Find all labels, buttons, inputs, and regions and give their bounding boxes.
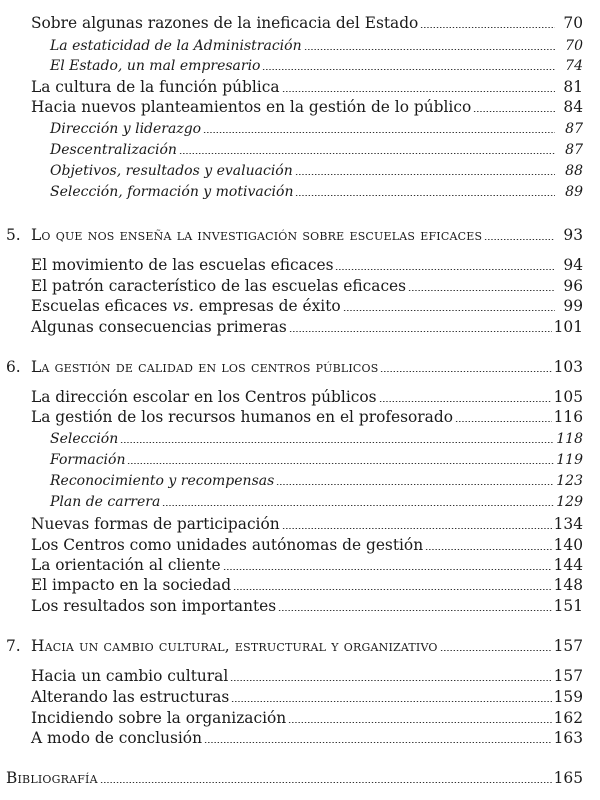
toc-entry-title: Plan de carrera — [50, 494, 161, 510]
chapter-title: La gestión de calidad en los centros públicos — [31, 358, 379, 376]
toc-entry — [31, 408, 583, 426]
toc-subentry — [50, 58, 583, 74]
toc-entry-title: La orientación al cliente — [31, 556, 221, 574]
toc-subentry — [50, 184, 583, 200]
toc-entry-title: Los resultados son importantes — [31, 597, 277, 615]
bibliography-title: Bibliografía — [6, 769, 98, 787]
leader-dots — [231, 701, 551, 702]
leader-dots — [455, 421, 552, 422]
toc-entry-title: Alterando las estructuras — [31, 688, 230, 706]
toc-entry-title: Sobre algunas razones de la ineficacia del Estado — [31, 14, 419, 32]
toc-subentry — [50, 142, 583, 158]
title-part: Escuelas eficaces — [31, 297, 173, 315]
toc-entry-page: 157 — [553, 637, 583, 655]
toc-entry-page: 81 — [563, 78, 583, 96]
toc-subentry — [50, 494, 583, 510]
toc-entry-page: 89 — [565, 184, 583, 200]
toc-entry-page: 93 — [563, 226, 583, 244]
toc-entry-page: 165 — [553, 769, 583, 787]
toc-subentry — [50, 121, 583, 137]
toc-entry-page: 87 — [565, 121, 583, 137]
leader-dots — [484, 239, 555, 240]
toc-entry-page: 151 — [553, 597, 583, 615]
toc-entry-page: 70 — [563, 14, 583, 32]
chapter-title: Lo que nos enseña la investigación sobre escuelas eficaces — [31, 226, 483, 244]
leader-dots — [473, 111, 555, 112]
toc-entry — [31, 576, 583, 594]
toc-entry-title: El Estado, un mal empresario — [50, 58, 261, 74]
leader-dots — [100, 782, 552, 783]
toc-entry-page: 88 — [565, 163, 583, 179]
toc-entry — [31, 597, 583, 615]
toc-entry-title: La estaticidad de la Administración — [50, 38, 302, 54]
chapter-title: Hacia un cambio cultural, estructural y organizativo — [31, 637, 438, 655]
toc-chapter — [6, 358, 583, 376]
toc-subentry — [50, 473, 583, 489]
toc-entry-page: 101 — [553, 318, 583, 336]
leader-dots — [278, 610, 551, 611]
leader-dots — [304, 49, 555, 50]
leader-dots — [420, 27, 555, 28]
title-part: empresas de éxito — [193, 297, 341, 315]
toc-entry — [31, 14, 583, 32]
leader-dots — [203, 132, 555, 133]
leader-dots — [295, 195, 555, 196]
leader-dots — [335, 269, 555, 270]
toc-entry-title: Hacia nuevos planteamientos en la gestión de lo público — [31, 98, 472, 116]
toc-subentry — [50, 452, 583, 468]
toc-entry-title: La gestión de los recursos humanos en el profesorado — [31, 408, 453, 426]
leader-dots — [295, 174, 555, 175]
leader-dots — [288, 722, 551, 723]
toc-entry-title: Dirección y liderazgo — [50, 121, 202, 137]
toc-entry-title: Los Centros como unidades autónomas de gestión — [31, 536, 424, 554]
toc-entry-page: 163 — [553, 729, 583, 747]
toc-entry-title: Nuevas formas de participación — [31, 515, 280, 533]
leader-dots — [289, 331, 552, 332]
toc-entry — [31, 98, 583, 116]
leader-dots — [343, 310, 555, 311]
leader-dots — [179, 153, 555, 154]
toc-entry-page: 96 — [563, 277, 583, 295]
leader-dots — [380, 371, 551, 372]
leader-dots — [282, 91, 556, 92]
toc-entry — [31, 388, 583, 406]
toc-entry-page: 87 — [565, 142, 583, 158]
leader-dots — [408, 290, 555, 291]
toc-chapter — [6, 637, 583, 655]
chapter-number: 6. — [6, 358, 21, 376]
toc-entry-page: 70 — [565, 38, 583, 54]
leader-dots — [379, 401, 552, 402]
title-part-italic: vs. — [172, 297, 194, 315]
toc-entry — [31, 78, 583, 96]
toc-entry-title: Hacia un cambio cultural — [31, 667, 229, 685]
toc-entry — [31, 297, 583, 315]
toc-subentry — [50, 38, 583, 54]
toc-entry-title: Reconocimiento y recompensas — [50, 473, 275, 489]
leader-dots — [120, 442, 554, 443]
leader-dots — [233, 589, 551, 590]
toc-subentry — [50, 431, 583, 447]
toc-entry-title: Selección, formación y motivación — [50, 184, 294, 200]
toc-entry-title: Incidiendo sobre la organización — [31, 709, 287, 727]
toc-entry-page: 105 — [553, 388, 583, 406]
toc-entry-page: 134 — [553, 515, 583, 533]
toc-entry — [31, 536, 583, 554]
toc-entry-title: La dirección escolar en los Centros públicos — [31, 388, 377, 406]
chapter-number: 7. — [6, 637, 21, 655]
chapter-number: 5. — [6, 226, 21, 244]
toc-entry-title: A modo de conclusión — [31, 729, 202, 747]
toc-entry — [31, 729, 583, 747]
toc-entry-page: 129 — [556, 494, 583, 510]
toc-entry-page: 99 — [563, 297, 583, 315]
toc-entry — [31, 277, 583, 295]
toc-entry — [31, 318, 583, 336]
toc-entry-page: 118 — [556, 431, 583, 447]
toc-subentry — [50, 163, 583, 179]
toc-entry-title: Formación — [50, 452, 126, 468]
toc-entry-title: El impacto en la sociedad — [31, 576, 232, 594]
toc-entry — [31, 667, 583, 685]
toc-bibliography — [6, 769, 583, 787]
toc-entry-page: 162 — [553, 709, 583, 727]
leader-dots — [425, 549, 552, 550]
toc-entry-page: 116 — [553, 408, 583, 426]
leader-dots — [440, 650, 552, 651]
leader-dots — [127, 463, 554, 464]
toc-entry-title: Descentralización — [50, 142, 177, 158]
toc-entry — [31, 556, 583, 574]
toc-entry-page: 140 — [553, 536, 583, 554]
leader-dots — [230, 680, 551, 681]
toc-entry-page: 144 — [553, 556, 583, 574]
toc-entry-page: 94 — [563, 256, 583, 274]
toc-entry-page: 103 — [553, 358, 583, 376]
toc-entry-page: 159 — [553, 688, 583, 706]
toc-entry-page: 157 — [553, 667, 583, 685]
toc-entry — [31, 515, 583, 533]
toc-entry-page: 84 — [563, 98, 583, 116]
leader-dots — [162, 505, 554, 506]
leader-dots — [276, 484, 554, 485]
toc-entry — [31, 256, 583, 274]
leader-dots — [204, 742, 552, 743]
toc-chapter — [6, 226, 583, 244]
toc-entry-page: 119 — [556, 452, 583, 468]
toc-entry-page: 123 — [556, 473, 583, 489]
toc-entry-title: Objetivos, resultados y evaluación — [50, 163, 293, 179]
toc-entry-title: El movimiento de las escuelas eficaces — [31, 256, 334, 274]
toc-entry-page: 74 — [565, 58, 583, 74]
toc-entry — [31, 709, 583, 727]
toc-entry-page: 148 — [553, 576, 583, 594]
leader-dots — [223, 569, 552, 570]
toc-entry — [31, 688, 583, 706]
toc-entry-title: La cultura de la función pública — [31, 78, 280, 96]
toc-entry-title: Selección — [50, 431, 119, 447]
toc-entry-title: Algunas consecuencias primeras — [31, 318, 287, 336]
toc-entry-title: El patrón característico de las escuelas eficaces — [31, 277, 407, 295]
leader-dots — [262, 69, 555, 70]
leader-dots — [282, 528, 552, 529]
toc-entry-title — [31, 297, 341, 315]
